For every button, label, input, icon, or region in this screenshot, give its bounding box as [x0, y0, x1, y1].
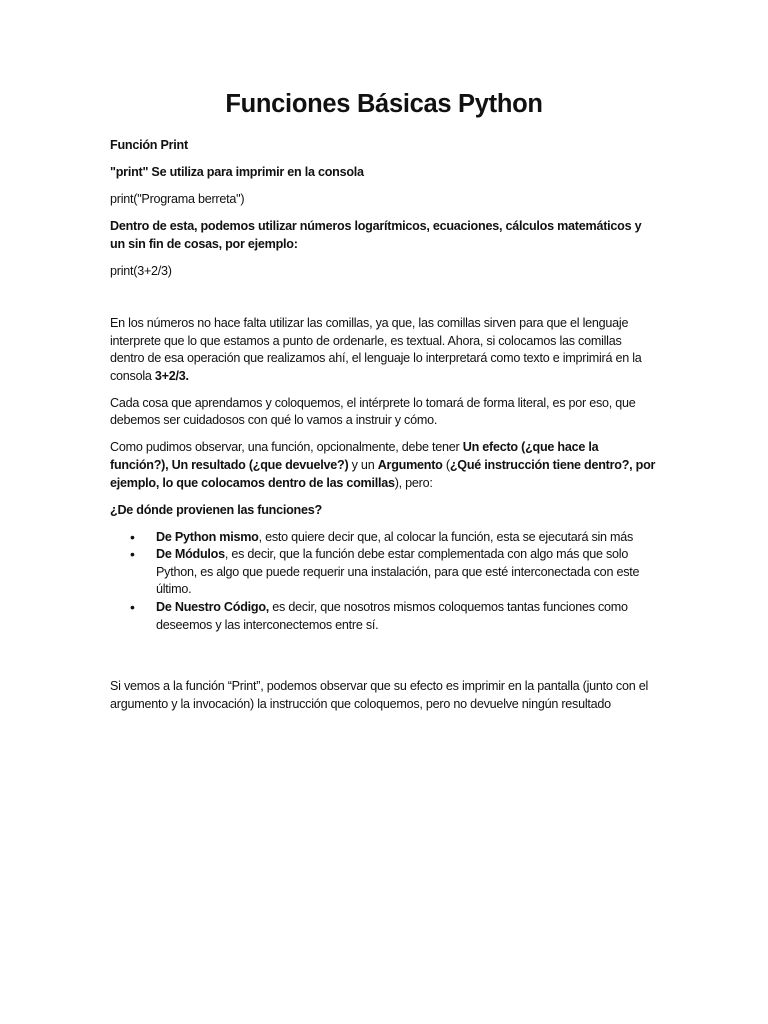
code-example-1: print("Programa berreta")	[110, 191, 245, 206]
document-title: Funciones Básicas Python	[225, 90, 543, 118]
list-item: • De Python mismo, esto quiere decir que, al colocar la función, esta se ejecutará sin más	[130, 528, 634, 545]
function-parts-paragraph: Como pudimos observar, una función, opcionalmente, debe tener Un efecto (¿que hace la función?), Un resultado (¿que devuelve?) y un Argumento (¿Qué instrucción tiene dentro?, por ejemplo, lo que colocamos dentro de las comillas), pero:	[110, 440, 656, 490]
document-page	[110, 84, 658, 723]
literal-paragraph: Cada cosa que aprendamos y coloquemos, el intérprete lo tomará de forma literal, es por eso, que debemos ser cuidadosos con qué lo vamos a instruir y cómo.	[110, 395, 636, 428]
list-item: • De Módulos, es decir, que la función debe estar complementada con algo más que solo Python, es algo que puede requerir una instalación, para que esté interconectada con este último.	[130, 546, 640, 597]
section-heading: Función Print	[110, 138, 188, 152]
math-intro: Dentro de esta, podemos utilizar números logarítmicos, ecuaciones, cálculos matemáticos y un sin fin de cosas, por ejemplo:	[110, 218, 642, 251]
print-description: "print" Se utiliza para imprimir en la consola	[110, 164, 364, 179]
bullet-icon: •	[130, 599, 135, 615]
code-example-2: print(3+2/3)	[110, 263, 172, 278]
bullet-icon: •	[130, 528, 135, 545]
list-item: • De Nuestro Código, es decir, que nosotros mismos coloquemos tantas funciones como deseemos y las interconectemos entre sí.	[130, 599, 628, 632]
conclusion-paragraph: Si vemos a la función “Print”, podemos observar que su efecto es imprimir en la pantalla (junto con el argumento y la invocación) la instrucción que coloquemos, pero no devuelve ningún resultado	[110, 679, 648, 711]
origins-list	[110, 529, 658, 635]
quotes-paragraph: En los números no hace falta utilizar las comillas, ya que, las comillas sirven para que el lenguaje interprete que lo que estamos a punto de ordenarle, es textual. Ahora, si colocamos las comillas dentro de esa operación que realizamos ahí, el lenguaje lo interpretará como texto e imprimirá en la consola 3+2/3.	[110, 316, 642, 383]
bullet-icon: •	[130, 546, 135, 563]
origins-question: ¿De dónde provienen las funciones?	[110, 502, 322, 517]
